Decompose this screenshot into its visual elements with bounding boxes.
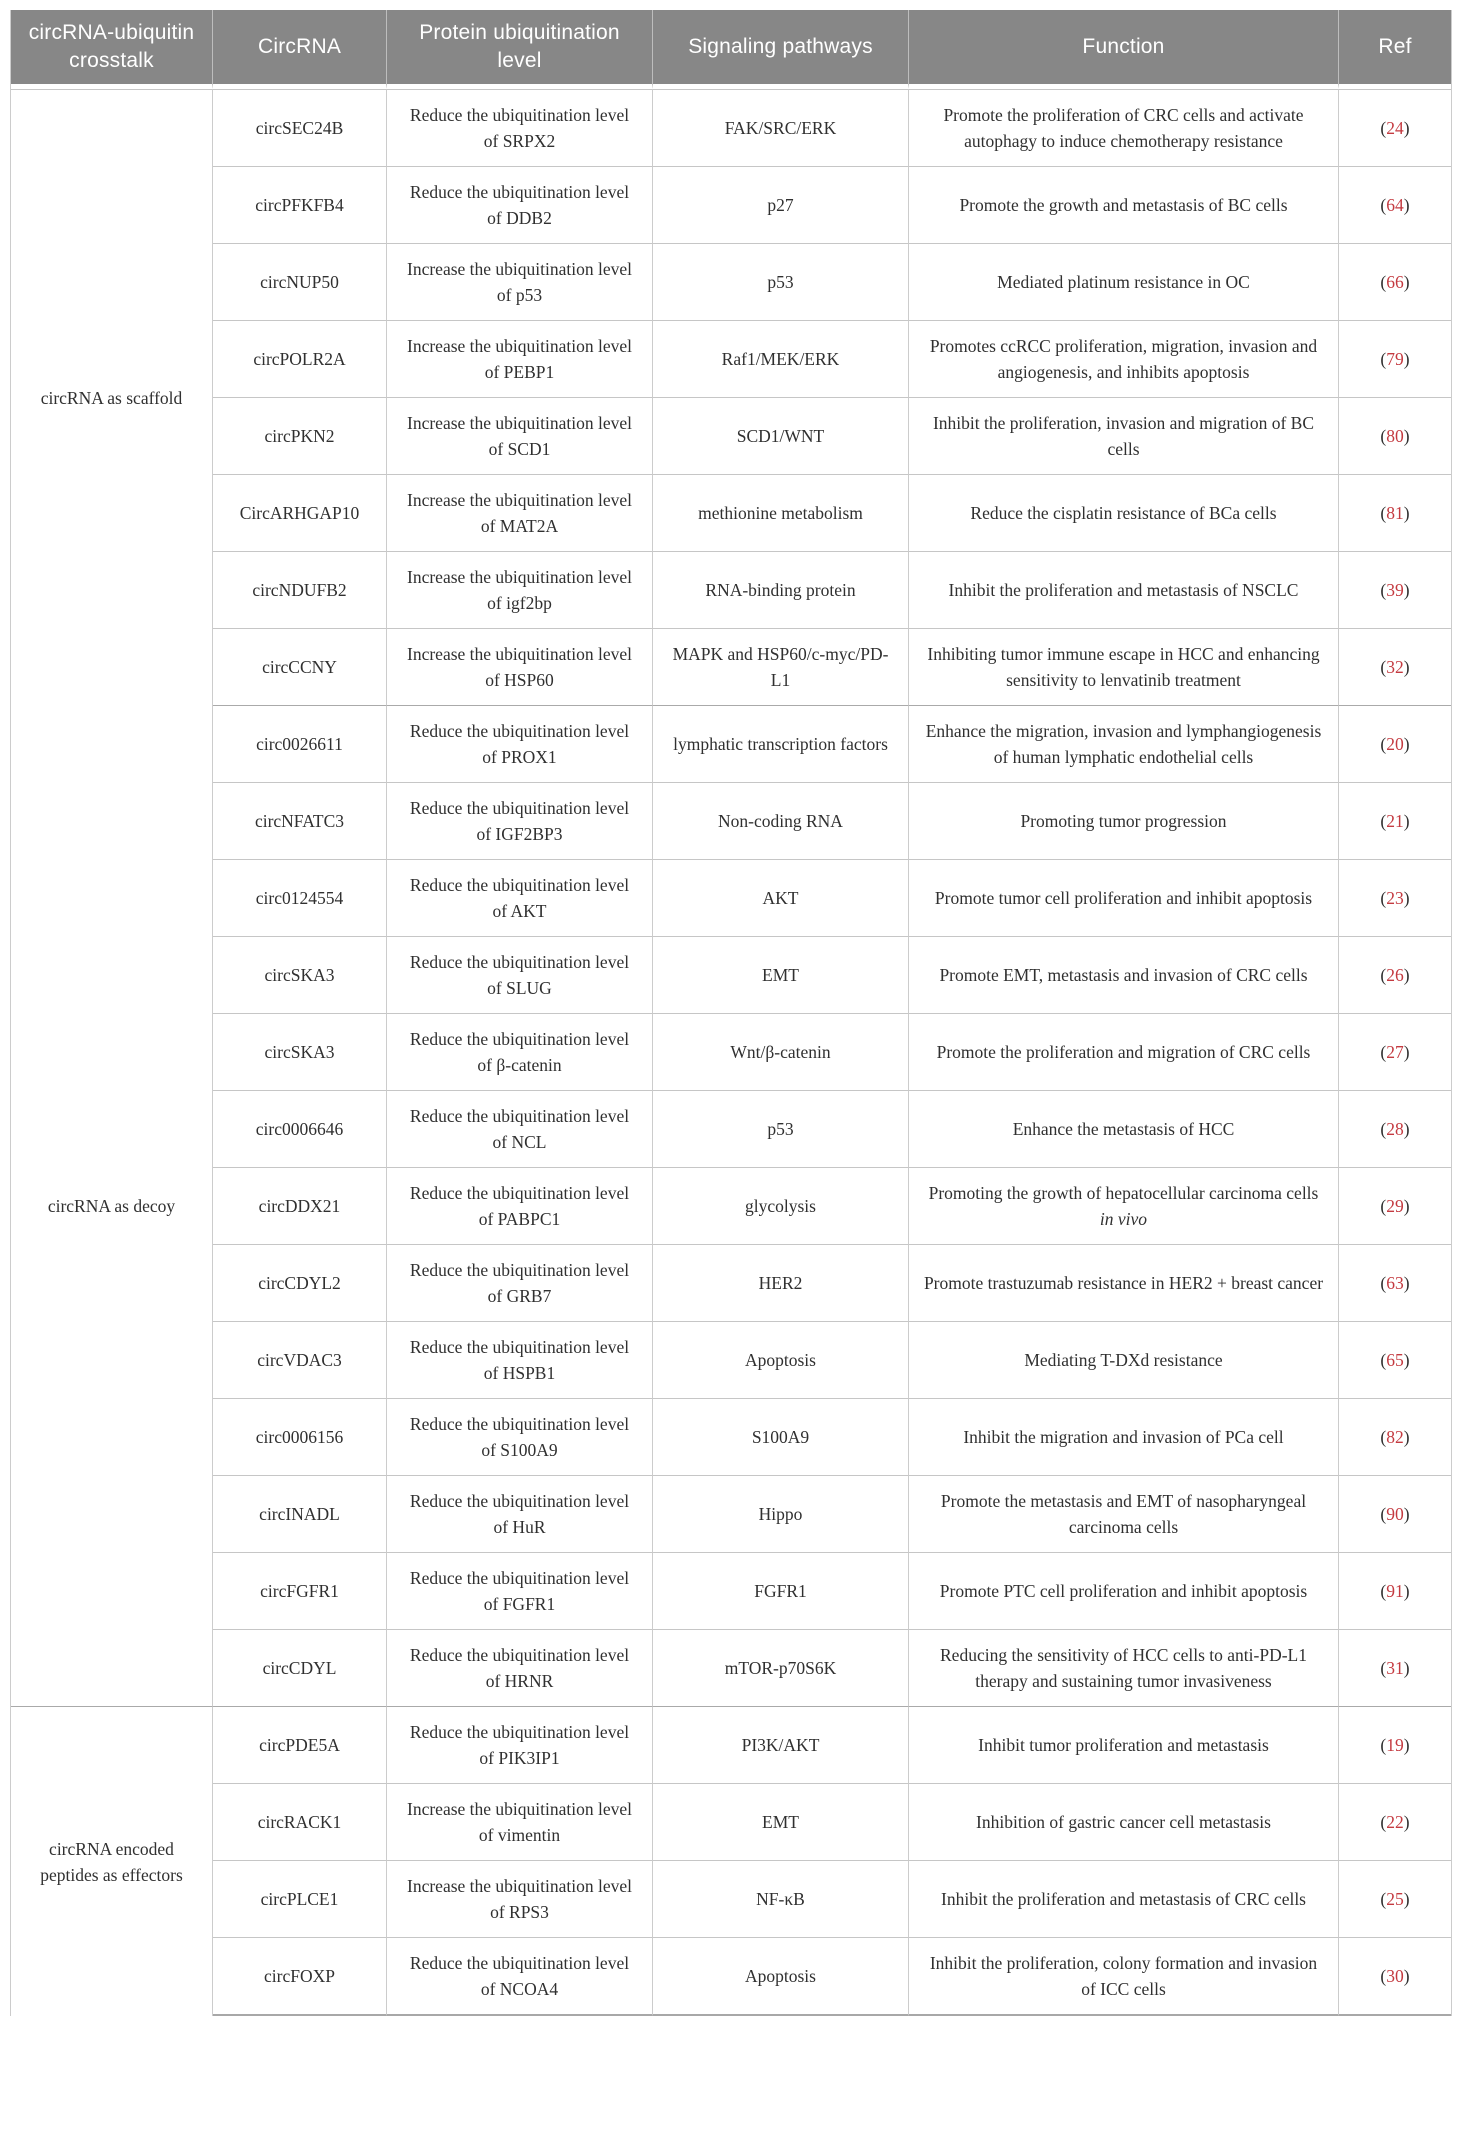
function-cell: Promote the metastasis and EMT of nasopharyngeal carcinoma cells — [909, 1475, 1339, 1552]
table-row — [11, 859, 1451, 936]
table-row — [11, 782, 1451, 859]
ref-paren-open: ( — [1380, 503, 1387, 523]
function-cell: Promotes ccRCC proliferation, migration, invasion and angiogenesis, and inhibits apoptosis — [909, 320, 1339, 397]
ref-cell — [1339, 166, 1451, 243]
circrna-cell: circ0006646 — [213, 1090, 387, 1167]
ref-paren-close: ) — [1403, 1735, 1410, 1755]
ref-citation-link[interactable]: 32 — [1386, 657, 1404, 677]
col-header-function: Function — [909, 10, 1339, 89]
ref-paren-open: ( — [1380, 1504, 1387, 1524]
table-row — [11, 474, 1451, 551]
function-cell: Inhibit tumor proliferation and metastasis — [909, 1706, 1339, 1783]
col-header-ref: Ref — [1339, 10, 1451, 89]
signaling-pathway-cell: EMT — [653, 936, 909, 1013]
ref-cell — [1339, 1090, 1451, 1167]
ubiquitination-level-cell: Reduce the ubiquitination level of NCL — [387, 1090, 653, 1167]
header-row — [11, 10, 1451, 89]
signaling-pathway-cell: FGFR1 — [653, 1552, 909, 1629]
ref-paren-open: ( — [1380, 195, 1387, 215]
ref-paren-close: ) — [1403, 657, 1410, 677]
ref-cell — [1339, 705, 1451, 782]
signaling-pathway-cell: p27 — [653, 166, 909, 243]
ref-cell — [1339, 397, 1451, 474]
ubiquitination-level-cell: Reduce the ubiquitination level of AKT — [387, 859, 653, 936]
ref-citation-link[interactable]: 28 — [1386, 1119, 1404, 1139]
function-cell: Promote tumor cell proliferation and inhibit apoptosis — [909, 859, 1339, 936]
ref-paren-close: ) — [1403, 1273, 1410, 1293]
circrna-cell: circSKA3 — [213, 1013, 387, 1090]
function-cell: Inhibit the migration and invasion of PCa cell — [909, 1398, 1339, 1475]
table-row — [11, 397, 1451, 474]
ubiquitination-level-cell: Reduce the ubiquitination level of IGF2BP3 — [387, 782, 653, 859]
circrna-ubiquitin-table — [10, 10, 1452, 2016]
circrna-cell: circPLCE1 — [213, 1860, 387, 1937]
ref-cell — [1339, 859, 1451, 936]
ubiquitination-level-cell: Reduce the ubiquitination level of PABPC1 — [387, 1167, 653, 1244]
ubiquitination-level-cell: Increase the ubiquitination level of RPS3 — [387, 1860, 653, 1937]
function-cell: Inhibition of gastric cancer cell metastasis — [909, 1783, 1339, 1860]
ref-paren-close: ) — [1403, 888, 1410, 908]
table-row — [11, 1475, 1451, 1552]
signaling-pathway-cell: S100A9 — [653, 1398, 909, 1475]
circrna-cell: circPOLR2A — [213, 320, 387, 397]
ubiquitination-level-cell: Reduce the ubiquitination level of SLUG — [387, 936, 653, 1013]
ref-paren-open: ( — [1380, 1735, 1387, 1755]
ubiquitination-level-cell: Reduce the ubiquitination level of PIK3IP1 — [387, 1706, 653, 1783]
ref-citation-link[interactable]: 79 — [1386, 349, 1404, 369]
ref-paren-close: ) — [1403, 1119, 1410, 1139]
ref-paren-open: ( — [1380, 1273, 1387, 1293]
ref-cell — [1339, 936, 1451, 1013]
circrna-cell: circVDAC3 — [213, 1321, 387, 1398]
ref-citation-link[interactable]: 19 — [1386, 1735, 1404, 1755]
col-header-crosstalk: circRNA-ubiquitin crosstalk — [11, 10, 213, 89]
group-label-cell: circRNA as decoy — [11, 705, 213, 1706]
ref-citation-link[interactable]: 65 — [1386, 1350, 1404, 1370]
ref-paren-close: ) — [1403, 1350, 1410, 1370]
ref-paren-open: ( — [1380, 272, 1387, 292]
function-cell: Enhance the metastasis of HCC — [909, 1090, 1339, 1167]
table-row — [11, 166, 1451, 243]
ref-citation-link[interactable]: 25 — [1386, 1889, 1404, 1909]
ref-paren-close: ) — [1403, 1658, 1410, 1678]
signaling-pathway-cell: EMT — [653, 1783, 909, 1860]
ubiquitination-level-cell: Reduce the ubiquitination level of HRNR — [387, 1629, 653, 1706]
circrna-cell: circ0124554 — [213, 859, 387, 936]
ref-cell — [1339, 782, 1451, 859]
ref-citation-link[interactable]: 80 — [1386, 426, 1404, 446]
col-header-signaling-pathways: Signaling pathways — [653, 10, 909, 89]
table-header — [11, 10, 1451, 89]
col-header-ubiquitination-level: Protein ubiquitination level — [387, 10, 653, 89]
ref-citation-link[interactable]: 39 — [1386, 580, 1404, 600]
circrna-cell: circDDX21 — [213, 1167, 387, 1244]
table-row — [11, 628, 1451, 705]
circrna-cell: circPDE5A — [213, 1706, 387, 1783]
ref-paren-open: ( — [1380, 426, 1387, 446]
table-row — [11, 1013, 1451, 1090]
ref-cell — [1339, 89, 1451, 166]
signaling-pathway-cell: p53 — [653, 243, 909, 320]
ref-citation-link[interactable]: 24 — [1386, 118, 1404, 138]
signaling-pathway-cell: methionine metabolism — [653, 474, 909, 551]
ref-paren-close: ) — [1403, 118, 1410, 138]
ref-paren-close: ) — [1403, 272, 1410, 292]
function-cell: Inhibiting tumor immune escape in HCC and enhancing sensitivity to lenvatinib treatment — [909, 628, 1339, 705]
table-row — [11, 1937, 1451, 2016]
function-cell: Reducing the sensitivity of HCC cells to anti-PD-L1 therapy and sustaining tumor invasiveness — [909, 1629, 1339, 1706]
table-body — [11, 89, 1451, 2016]
function-cell: Reduce the cisplatin resistance of BCa cells — [909, 474, 1339, 551]
circrna-cell: circFGFR1 — [213, 1552, 387, 1629]
circrna-cell: circPKN2 — [213, 397, 387, 474]
ref-paren-close: ) — [1403, 1966, 1410, 1986]
ubiquitination-level-cell: Reduce the ubiquitination level of HSPB1 — [387, 1321, 653, 1398]
ref-paren-close: ) — [1403, 426, 1410, 446]
function-cell: Mediated platinum resistance in OC — [909, 243, 1339, 320]
ref-paren-open: ( — [1380, 1581, 1387, 1601]
function-cell: Inhibit the proliferation and metastasis of NSCLC — [909, 551, 1339, 628]
function-cell: Inhibit the proliferation, colony formation and invasion of ICC cells — [909, 1937, 1339, 2016]
ref-paren-open: ( — [1380, 1966, 1387, 1986]
signaling-pathway-cell: PI3K/AKT — [653, 1706, 909, 1783]
table-row — [11, 1706, 1451, 1783]
ref-paren-open: ( — [1380, 1350, 1387, 1370]
ubiquitination-level-cell: Reduce the ubiquitination level of PROX1 — [387, 705, 653, 782]
table-row — [11, 243, 1451, 320]
group-label-cell: circRNA as scaffold — [11, 89, 213, 705]
function-cell: Promote the proliferation of CRC cells and activate autophagy to induce chemotherapy resistance — [909, 89, 1339, 166]
table-row — [11, 89, 1451, 166]
ubiquitination-level-cell: Reduce the ubiquitination level of FGFR1 — [387, 1552, 653, 1629]
function-cell: Promote trastuzumab resistance in HER2 + breast cancer — [909, 1244, 1339, 1321]
ubiquitination-level-cell: Reduce the ubiquitination level of GRB7 — [387, 1244, 653, 1321]
ref-paren-open: ( — [1380, 734, 1387, 754]
ubiquitination-level-cell: Reduce the ubiquitination level of HuR — [387, 1475, 653, 1552]
ubiquitination-level-cell: Increase the ubiquitination level of vimentin — [387, 1783, 653, 1860]
ubiquitination-level-cell: Reduce the ubiquitination level of SRPX2 — [387, 89, 653, 166]
ubiquitination-level-cell: Reduce the ubiquitination level of NCOA4 — [387, 1937, 653, 2016]
ubiquitination-level-cell: Reduce the ubiquitination level of DDB2 — [387, 166, 653, 243]
function-cell: Promote PTC cell proliferation and inhibit apoptosis — [909, 1552, 1339, 1629]
circrna-cell: circ0006156 — [213, 1398, 387, 1475]
table-row — [11, 1167, 1451, 1244]
signaling-pathway-cell: Hippo — [653, 1475, 909, 1552]
ubiquitination-level-cell: Increase the ubiquitination level of SCD1 — [387, 397, 653, 474]
circrna-cell: circCCNY — [213, 628, 387, 705]
circrna-cell: circPFKFB4 — [213, 166, 387, 243]
circrna-cell: circ0026611 — [213, 705, 387, 782]
ref-citation-link[interactable]: 82 — [1386, 1427, 1404, 1447]
ref-citation-link[interactable]: 21 — [1386, 811, 1404, 831]
table-row — [11, 936, 1451, 1013]
ref-paren-close: ) — [1403, 1504, 1410, 1524]
ref-citation-link[interactable]: 66 — [1386, 272, 1404, 292]
ref-citation-link[interactable]: 30 — [1386, 1966, 1404, 1986]
ref-cell — [1339, 1321, 1451, 1398]
ref-citation-link[interactable]: 81 — [1386, 503, 1404, 523]
ubiquitination-level-cell: Increase the ubiquitination level of p53 — [387, 243, 653, 320]
ref-cell — [1339, 1552, 1451, 1629]
table-row — [11, 1398, 1451, 1475]
table-row — [11, 705, 1451, 782]
signaling-pathway-cell: AKT — [653, 859, 909, 936]
ref-paren-open: ( — [1380, 1812, 1387, 1832]
ref-paren-open: ( — [1380, 811, 1387, 831]
function-cell: Mediating T-DXd resistance — [909, 1321, 1339, 1398]
function-cell: Promoting tumor progression — [909, 782, 1339, 859]
ref-paren-close: ) — [1403, 965, 1410, 985]
ref-citation-link[interactable]: 63 — [1386, 1273, 1404, 1293]
circrna-cell: circSEC24B — [213, 89, 387, 166]
table-row — [11, 1244, 1451, 1321]
ref-citation-link[interactable]: 29 — [1386, 1196, 1404, 1216]
circrna-cell: circRACK1 — [213, 1783, 387, 1860]
ref-paren-open: ( — [1380, 1889, 1387, 1909]
col-header-circrna: CircRNA — [213, 10, 387, 89]
table-row — [11, 1860, 1451, 1937]
ref-paren-open: ( — [1380, 965, 1387, 985]
circrna-cell: circNUP50 — [213, 243, 387, 320]
ref-citation-link[interactable]: 90 — [1386, 1504, 1404, 1524]
ref-cell — [1339, 320, 1451, 397]
ref-cell — [1339, 1706, 1451, 1783]
function-cell: Inhibit the proliferation, invasion and migration of BC cells — [909, 397, 1339, 474]
circrna-cell: circNFATC3 — [213, 782, 387, 859]
ubiquitination-level-cell: Increase the ubiquitination level of PEBP1 — [387, 320, 653, 397]
function-cell: Promote the growth and metastasis of BC cells — [909, 166, 1339, 243]
group-label-cell: circRNA encoded peptides as effectors — [11, 1706, 213, 2016]
ref-paren-close: ) — [1403, 1042, 1410, 1062]
ref-citation-link[interactable]: 64 — [1386, 195, 1404, 215]
ref-citation-link[interactable]: 31 — [1386, 1658, 1404, 1678]
ref-cell — [1339, 1629, 1451, 1706]
ubiquitination-level-cell: Increase the ubiquitination level of HSP60 — [387, 628, 653, 705]
ref-paren-close: ) — [1403, 580, 1410, 600]
table-row — [11, 551, 1451, 628]
circrna-cell: circSKA3 — [213, 936, 387, 1013]
signaling-pathway-cell: lymphatic transcription factors — [653, 705, 909, 782]
ref-cell — [1339, 1860, 1451, 1937]
ubiquitination-level-cell: Increase the ubiquitination level of MAT2A — [387, 474, 653, 551]
table-row — [11, 1090, 1451, 1167]
signaling-pathway-cell: Wnt/β-catenin — [653, 1013, 909, 1090]
circrna-cell: circNDUFB2 — [213, 551, 387, 628]
ubiquitination-level-cell: Increase the ubiquitination level of igf2bp — [387, 551, 653, 628]
ref-paren-open: ( — [1380, 1119, 1387, 1139]
circrna-cell: circFOXP — [213, 1937, 387, 2016]
table-row — [11, 1783, 1451, 1860]
ref-paren-close: ) — [1403, 1581, 1410, 1601]
table-row — [11, 1552, 1451, 1629]
function-cell: Promote the proliferation and migration of CRC cells — [909, 1013, 1339, 1090]
signaling-pathway-cell: Apoptosis — [653, 1321, 909, 1398]
function-cell: Enhance the migration, invasion and lymphangiogenesis of human lymphatic endothelial cells — [909, 705, 1339, 782]
circrna-cell: circCDYL — [213, 1629, 387, 1706]
signaling-pathway-cell: NF-κB — [653, 1860, 909, 1937]
ref-paren-open: ( — [1380, 657, 1387, 677]
signaling-pathway-cell: p53 — [653, 1090, 909, 1167]
circrna-cell: circCDYL2 — [213, 1244, 387, 1321]
ref-paren-open: ( — [1380, 1196, 1387, 1216]
ref-citation-link[interactable]: 26 — [1386, 965, 1404, 985]
ref-cell — [1339, 243, 1451, 320]
ubiquitination-level-cell: Reduce the ubiquitination level of S100A9 — [387, 1398, 653, 1475]
ref-cell — [1339, 551, 1451, 628]
ref-paren-open: ( — [1380, 888, 1387, 908]
ref-cell — [1339, 1937, 1451, 2016]
ref-paren-open: ( — [1380, 1658, 1387, 1678]
ref-citation-link[interactable]: 20 — [1386, 734, 1404, 754]
ref-paren-close: ) — [1403, 1889, 1410, 1909]
signaling-pathway-cell: glycolysis — [653, 1167, 909, 1244]
ubiquitination-level-cell: Reduce the ubiquitination level of β-catenin — [387, 1013, 653, 1090]
table-row — [11, 320, 1451, 397]
function-cell: Promote EMT, metastasis and invasion of CRC cells — [909, 936, 1339, 1013]
ref-cell — [1339, 628, 1451, 705]
ref-cell — [1339, 1013, 1451, 1090]
ref-paren-open: ( — [1380, 1042, 1387, 1062]
circrna-cell: CircARHGAP10 — [213, 474, 387, 551]
ref-citation-link[interactable]: 22 — [1386, 1812, 1404, 1832]
function-cell: Promoting the growth of hepatocellular carcinoma cells in vivo — [909, 1167, 1339, 1244]
ref-paren-close: ) — [1403, 734, 1410, 754]
signaling-pathway-cell: Raf1/MEK/ERK — [653, 320, 909, 397]
signaling-pathway-cell: Apoptosis — [653, 1937, 909, 2016]
signaling-pathway-cell: MAPK and HSP60/c-myc/PD-L1 — [653, 628, 909, 705]
circrna-cell: circINADL — [213, 1475, 387, 1552]
ref-paren-close: ) — [1403, 195, 1410, 215]
ref-cell — [1339, 1398, 1451, 1475]
ref-paren-close: ) — [1403, 1812, 1410, 1832]
function-cell: Inhibit the proliferation and metastasis of CRC cells — [909, 1860, 1339, 1937]
ref-citation-link[interactable]: 91 — [1386, 1581, 1404, 1601]
signaling-pathway-cell: FAK/SRC/ERK — [653, 89, 909, 166]
signaling-pathway-cell: RNA-binding protein — [653, 551, 909, 628]
ref-paren-close: ) — [1403, 811, 1410, 831]
signaling-pathway-cell: mTOR-p70S6K — [653, 1629, 909, 1706]
ref-cell — [1339, 1783, 1451, 1860]
table-row — [11, 1629, 1451, 1706]
ref-paren-close: ) — [1403, 1427, 1410, 1447]
table-row — [11, 1321, 1451, 1398]
signaling-pathway-cell: HER2 — [653, 1244, 909, 1321]
ref-paren-open: ( — [1380, 1427, 1387, 1447]
signaling-pathway-cell: SCD1/WNT — [653, 397, 909, 474]
signaling-pathway-cell: Non-coding RNA — [653, 782, 909, 859]
ref-paren-close: ) — [1403, 349, 1410, 369]
ref-citation-link[interactable]: 23 — [1386, 888, 1404, 908]
ref-paren-open: ( — [1380, 349, 1387, 369]
ref-citation-link[interactable]: 27 — [1386, 1042, 1404, 1062]
ref-cell — [1339, 1475, 1451, 1552]
ref-cell — [1339, 474, 1451, 551]
ref-paren-open: ( — [1380, 118, 1387, 138]
ref-paren-open: ( — [1380, 580, 1387, 600]
ref-paren-close: ) — [1403, 503, 1410, 523]
ref-cell — [1339, 1244, 1451, 1321]
ref-cell — [1339, 1167, 1451, 1244]
ref-paren-close: ) — [1403, 1196, 1410, 1216]
